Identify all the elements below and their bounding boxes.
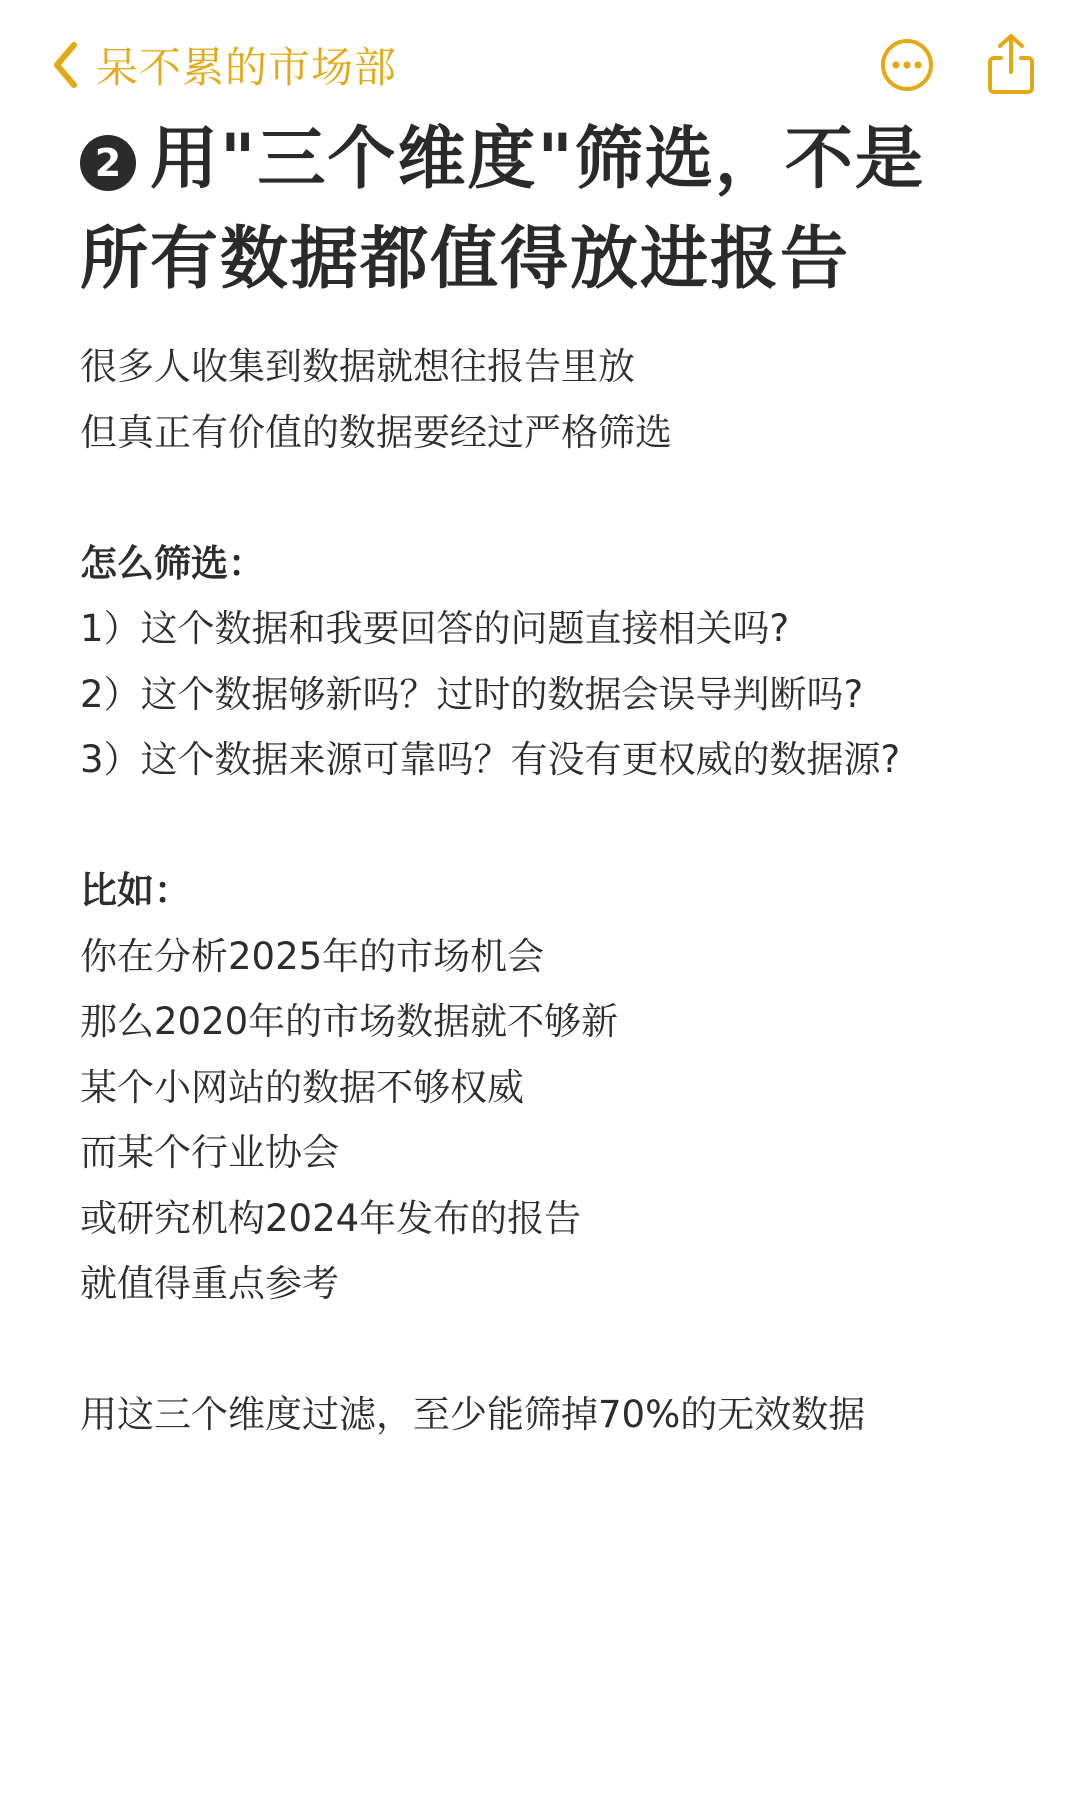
title-line-1 bbox=[80, 110, 1040, 210]
blank-line bbox=[80, 465, 1040, 531]
back-button[interactable] bbox=[52, 30, 397, 100]
section-heading: 比如： bbox=[80, 869, 191, 912]
conclusion-line: 用这三个维度过滤，至少能筛掉70%的无效数据 bbox=[80, 1393, 866, 1436]
example-line: 那么2020年的市场数据就不够新 bbox=[80, 1000, 619, 1043]
more-circle-icon bbox=[880, 77, 934, 96]
blank-line bbox=[80, 793, 1040, 859]
note-body bbox=[80, 334, 1040, 1448]
navigation-bar bbox=[0, 0, 1080, 120]
title-line-2: 所有数据都值得放进报告 bbox=[80, 220, 851, 299]
example-line: 而某个行业协会 bbox=[80, 1131, 339, 1174]
section-heading: 怎么筛选： bbox=[80, 541, 265, 585]
criteria-item: 3）这个数据来源可靠吗？有没有更权威的数据源? bbox=[80, 738, 901, 781]
chevron-left-icon bbox=[52, 41, 80, 89]
number-badge: 2 bbox=[80, 135, 136, 191]
back-button-label: 呆不累的市场部 bbox=[96, 43, 398, 92]
intro-line: 很多人收集到数据就想往报告里放 bbox=[80, 345, 635, 388]
example-line: 就值得重点参考 bbox=[80, 1262, 339, 1305]
note-title bbox=[80, 110, 1040, 310]
intro-line: 但真正有价值的数据要经过严格筛选 bbox=[80, 410, 672, 454]
blank-line bbox=[80, 1317, 1040, 1383]
criteria-item: 1）这个数据和我要回答的问题直接相关吗? bbox=[80, 607, 790, 650]
example-line: 某个小网站的数据不够权威 bbox=[80, 1065, 524, 1109]
note-content bbox=[80, 110, 1040, 1448]
criteria-item: 2）这个数据够新吗？过时的数据会误导判断吗? bbox=[80, 672, 864, 716]
more-options-button[interactable] bbox=[880, 38, 934, 92]
share-icon bbox=[986, 81, 1036, 100]
title-text-1: 用"三个维度"筛选，不是 bbox=[150, 120, 925, 199]
example-line: 或研究机构2024年发布的报告 bbox=[80, 1196, 582, 1240]
share-button[interactable] bbox=[986, 32, 1036, 96]
example-line: 你在分析2025年的市场机会 bbox=[80, 934, 545, 978]
